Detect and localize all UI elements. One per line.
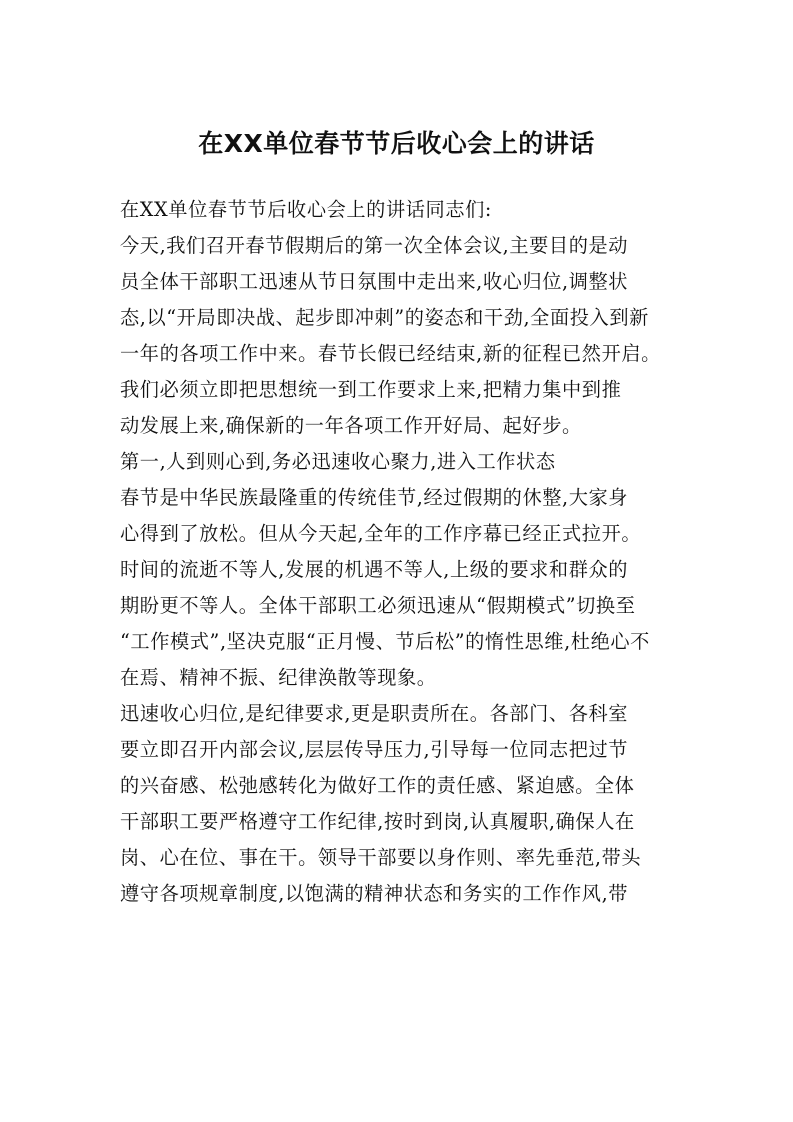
body-line: 迅速收心归位,是纪律要求,更是职责所在。各部门、各科室 — [120, 702, 629, 725]
body-line: 时间的流逝不等人,发展的机遇不等人,上级的要求和群众的 — [120, 558, 629, 581]
body-line: 岗、心在位、事在干。领导干部要以身作则、率先垂范,带头 — [120, 846, 642, 869]
body-line: 心得到了放松。但从今天起,全年的工作序幕已经正式拉开。 — [120, 522, 642, 545]
body-line: 在焉、精神不振、纪律涣散等现象。 — [120, 666, 437, 689]
body-line: 动发展上来,确保新的一年各项工作开好局、起好步。 — [120, 414, 582, 437]
body-line: 干部职工要严格遵守工作纪律,按时到岗,认真履职,确保人在 — [120, 810, 635, 833]
body-line: 一年的各项工作中来。春节长假已经结束,新的征程已然开启。 — [120, 342, 661, 365]
body-line: 要立即召开内部会议,层层传导压力,引导每一位同志把过节 — [120, 738, 629, 761]
body-line: 今天,我们召开春节假期后的第一次全体会议,主要目的是动 — [120, 234, 629, 257]
body-line: 期盼更不等人。全体干部职工必须迅速从“假期模式”切换至 — [120, 594, 636, 617]
body-line: 员全体干部职工迅速从节日氛围中走出来,收心归位,调整状 — [120, 270, 629, 293]
body-line: 的兴奋感、松弛感转化为做好工作的责任感、紧迫感。全体 — [120, 774, 635, 797]
body-line: 态,以“开局即决战、起步即冲刺”的姿态和干劲,全面投入到新 — [120, 306, 649, 329]
body-line: 我们必须立即把思想统一到工作要求上来,把精力集中到推 — [120, 378, 622, 401]
section-heading: 第一,人到则心到,务必迅速收心聚力,进入工作状态 — [120, 450, 556, 473]
document-title: 在XX单位春节节后收心会上的讲话 — [198, 129, 595, 158]
body-line: 春节是中华民族最隆重的传统佳节,经过假期的休整,大家身 — [120, 486, 629, 509]
body-line: “工作模式”,坚决克服“正月慢、节后松”的惰性思维,杜绝心不 — [120, 630, 650, 653]
document-body — [120, 192, 680, 912]
body-line: 遵守各项规章制度,以饱满的精神状态和务实的工作作风,带 — [120, 882, 629, 905]
body-line: 在XX单位春节节后收心会上的讲话同志们: — [120, 198, 492, 221]
